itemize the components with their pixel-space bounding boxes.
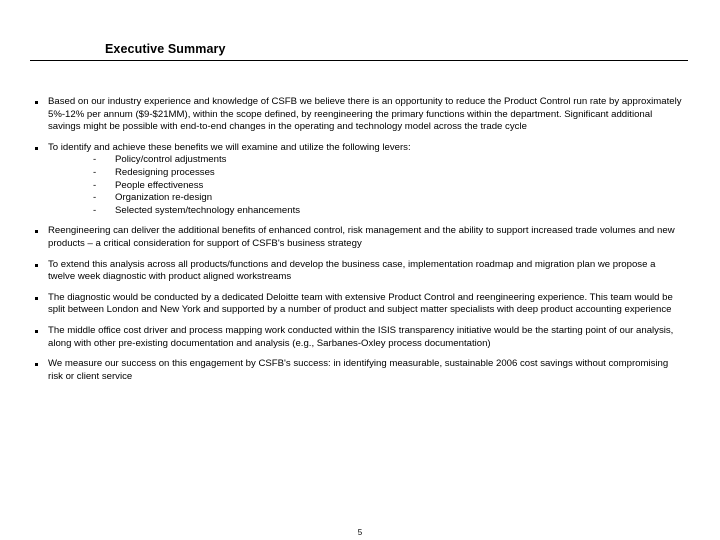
bullet-text: To identify and achieve these benefits we will examine and utilize the following levers: [48, 141, 411, 153]
page-title: Executive Summary [105, 42, 226, 56]
bullet-marker [35, 101, 38, 104]
dash-marker: - [93, 166, 97, 178]
bullet-text: Reengineering can deliver the additional benefits of enhanced control, risk management and the ability to support increased trade volumes and new products – a critical consideration for support of CSFB's business strategy [48, 225, 675, 249]
lever-text: Policy/control adjustments [115, 154, 227, 166]
bullet-marker [35, 147, 38, 150]
lever-item [48, 180, 685, 193]
page-number: 5 [357, 528, 363, 537]
dash-marker: - [93, 192, 97, 204]
bullet-text: We measure our success on this engagement by CSFB's success: in identifying measurable, sustainable 2006 cost savings without compromising risk or client service [48, 358, 669, 382]
lever-item [48, 205, 685, 218]
bullet-text: The diagnostic would be conducted by a dedicated Deloitte team with extensive Product Control and reengineering experience. This team would be split between London and New York and supported by a number of product and subject matter specialists with deep product accounting experience [48, 291, 673, 316]
bullet-item [35, 325, 685, 350]
dash-marker: - [93, 204, 97, 216]
dash-marker: - [93, 154, 97, 166]
lever-text: Organization re-design [115, 192, 213, 204]
lever-item [48, 154, 685, 167]
bullet-item [35, 358, 685, 383]
bullet-marker [35, 264, 38, 267]
lever-text: People effectiveness [115, 179, 204, 191]
lever-list [48, 154, 685, 217]
bullet-list [35, 96, 685, 391]
lever-item [48, 192, 685, 205]
bullet-text: To extend this analysis across all products/functions and develop the business case, implementation roadmap and migration plan we propose a twelve week diagnostic with product aligned workstreams [48, 258, 656, 283]
lever-item [48, 167, 685, 180]
bullet-item [35, 142, 685, 218]
bullet-marker [35, 363, 38, 366]
bullet-marker [35, 230, 38, 233]
bullet-marker [35, 297, 38, 300]
lever-text: Selected system/technology enhancements [115, 204, 301, 216]
bullet-marker [35, 330, 38, 333]
lever-text: Redesigning processes [115, 166, 215, 178]
title-divider [30, 60, 688, 61]
bullet-text: Based on our industry experience and knowledge of CSFB we believe there is an opportunity to reduce the Product Control run rate by approximately 5%-12% per annum ($9-$21MM), within the scope defined, by reengineering the primary functions within the department. Significant additional savings might be possible with end-to-end changes in the operating and technology model across the trade cycle [48, 96, 682, 133]
bullet-item [35, 96, 685, 134]
bullet-item [35, 259, 685, 284]
bullet-item [35, 225, 685, 250]
dash-marker: - [93, 179, 97, 191]
bullet-text: The middle office cost driver and process mapping work conducted within the ISIS transparency initiative would be the starting point of our analysis, along with other pre-existing documentation and analysis (e.g., Sarbanes-Oxley process documentation) [48, 324, 674, 349]
bullet-item [35, 292, 685, 317]
